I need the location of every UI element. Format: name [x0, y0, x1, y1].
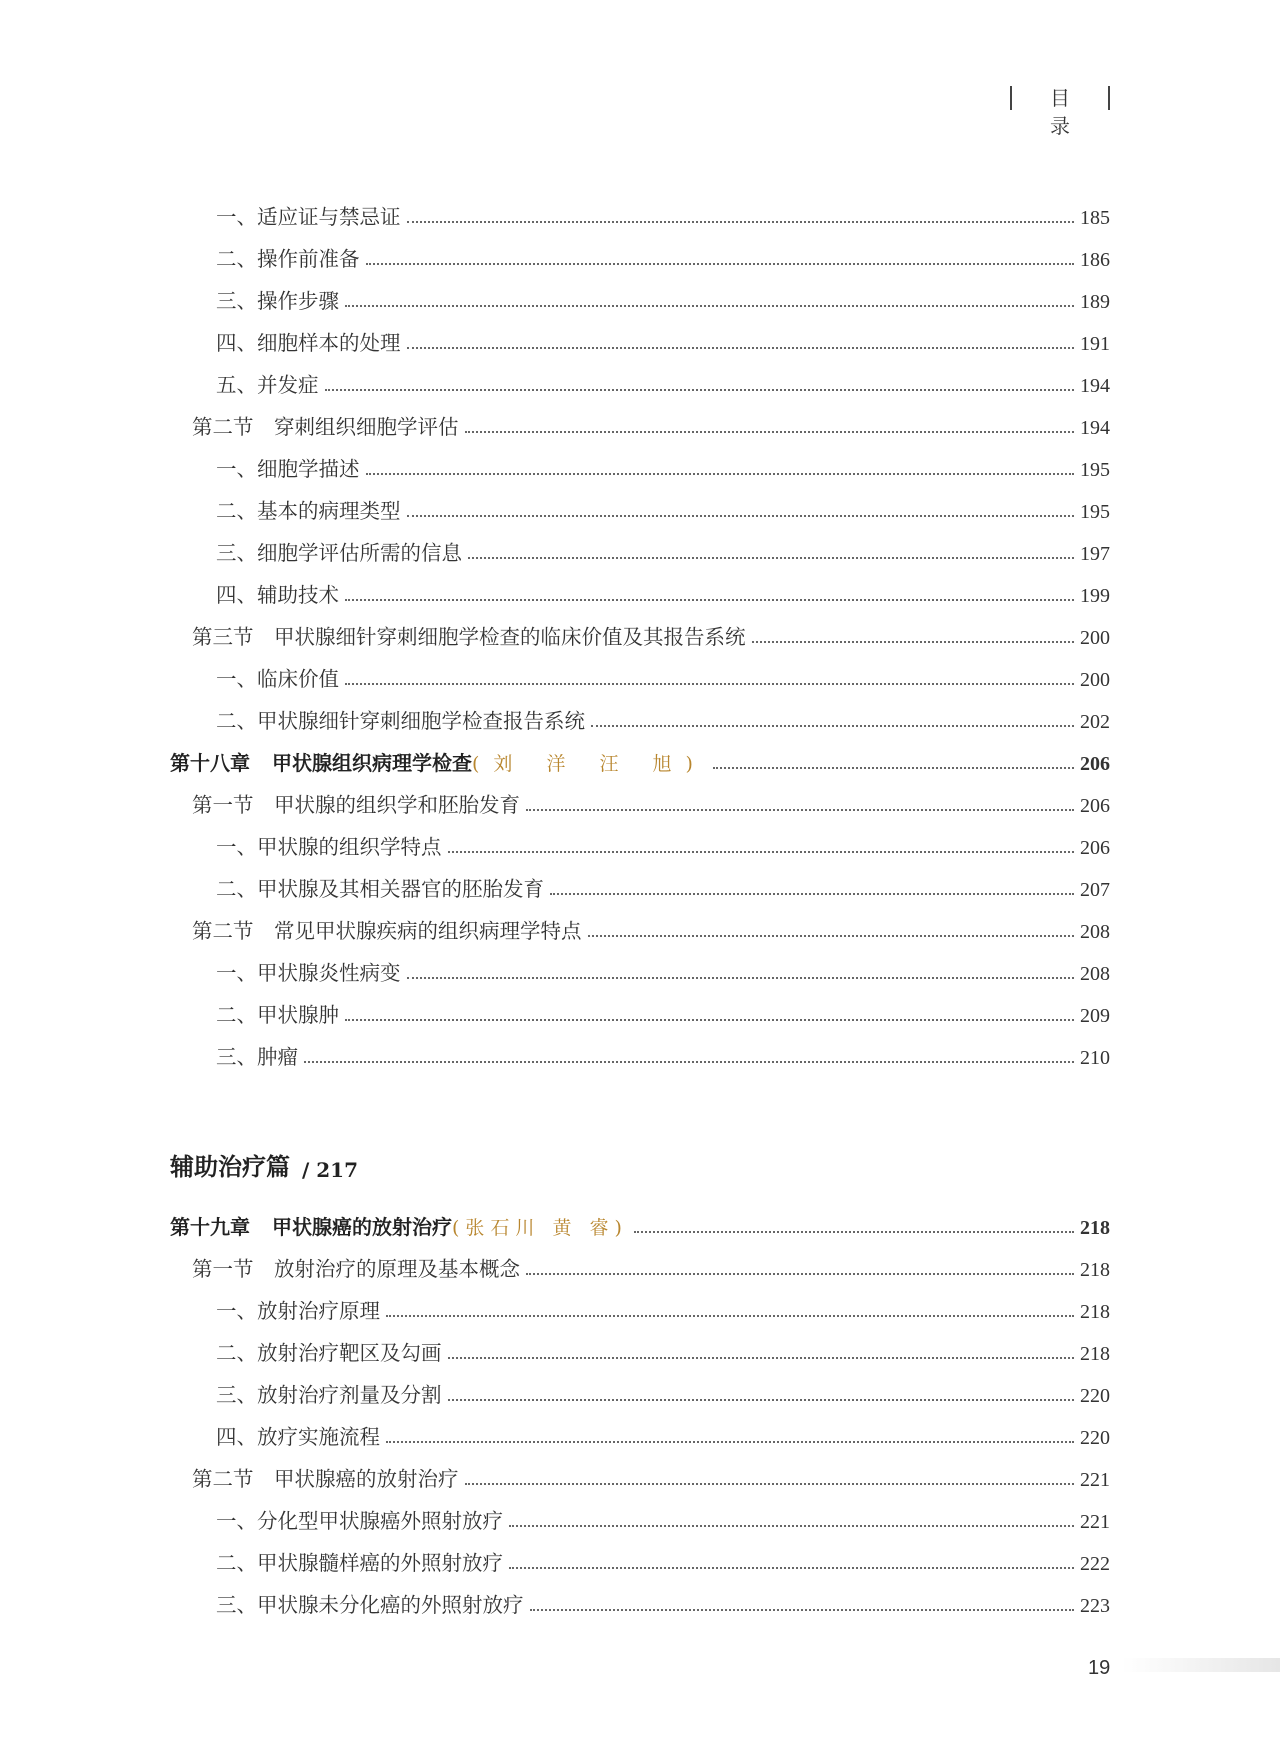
- toc-leader-dots: [465, 430, 1075, 433]
- table-of-contents: [170, 188, 1110, 1618]
- toc-entry-title: 二、基本的病理类型: [216, 499, 401, 523]
- toc-entry-title: 第一节 甲状腺的组织学和胚胎发育: [192, 793, 520, 817]
- toc-section-entry[interactable]: [170, 776, 1110, 818]
- toc-entry-authors: (刘 洋 汪 旭): [472, 753, 707, 775]
- page-number: 19: [1088, 1657, 1111, 1679]
- toc-subsection-entry[interactable]: [170, 1534, 1110, 1576]
- toc-leader-dots: [407, 346, 1075, 349]
- toc-leader-dots: [465, 1482, 1075, 1485]
- toc-entry-page: 186: [1080, 249, 1110, 271]
- toc-entry-title: 一、甲状腺炎性病变: [216, 961, 401, 985]
- toc-section-entry[interactable]: [170, 1240, 1110, 1282]
- toc-subsection-entry[interactable]: [170, 566, 1110, 608]
- toc-leader-dots: [468, 556, 1074, 559]
- toc-entry-title: 第二节 甲状腺癌的放射治疗: [192, 1467, 459, 1491]
- toc-entry-page: 210: [1080, 1047, 1110, 1069]
- toc-subsection-entry[interactable]: [170, 314, 1110, 356]
- toc-section-entry[interactable]: [170, 608, 1110, 650]
- toc-leader-dots: [345, 598, 1074, 601]
- toc-entry-title: 二、操作前准备: [216, 247, 360, 271]
- toc-entry-title: 三、操作步骤: [216, 289, 339, 313]
- toc-subsection-entry[interactable]: [170, 440, 1110, 482]
- toc-entry-title: 一、分化型甲状腺癌外照射放疗: [216, 1509, 503, 1533]
- toc-entry-title: 三、肿瘤: [216, 1045, 298, 1069]
- toc-entry-page: 195: [1080, 501, 1110, 523]
- toc-entry-page: 200: [1080, 669, 1110, 691]
- toc-subsection-entry[interactable]: [170, 1576, 1110, 1618]
- toc-leader-dots: [591, 724, 1074, 727]
- toc-entry-page: 207: [1080, 879, 1110, 901]
- toc-entry-title: 第十八章: [170, 751, 250, 775]
- toc-entry-title: 三、甲状腺未分化癌的外照射放疗: [216, 1593, 524, 1617]
- toc-leader-dots: [550, 892, 1074, 895]
- toc-leader-dots: [345, 1018, 1074, 1021]
- toc-entry-title: 二、甲状腺及其相关器官的胚胎发育: [216, 877, 544, 901]
- toc-entry-page: 202: [1080, 711, 1110, 733]
- toc-leader-dots: [366, 262, 1075, 265]
- footer-decoration: [1122, 1658, 1280, 1672]
- toc-entry-title: 三、放射治疗剂量及分割: [216, 1383, 442, 1407]
- toc-leader-dots: [509, 1566, 1074, 1569]
- part-page: / 217: [302, 1158, 359, 1182]
- toc-leader-dots: [345, 304, 1074, 307]
- toc-section-a: [170, 188, 1110, 1070]
- toc-entry-page: 195: [1080, 459, 1110, 481]
- part-title: 辅助治疗篇: [170, 1152, 290, 1181]
- toc-entry-page: 194: [1080, 375, 1110, 397]
- toc-entry-page: 209: [1080, 1005, 1110, 1027]
- toc-subsection-entry[interactable]: [170, 272, 1110, 314]
- toc-entry-title: 第二节 穿刺组织细胞学评估: [192, 415, 459, 439]
- toc-entry-title: 二、放射治疗靶区及勾画: [216, 1341, 442, 1365]
- toc-subsection-entry[interactable]: [170, 482, 1110, 524]
- toc-subsection-entry[interactable]: [170, 1366, 1110, 1408]
- toc-subsection-entry[interactable]: [170, 1324, 1110, 1366]
- toc-entry-title: 第三节 甲状腺细针穿刺细胞学检查的临床价值及其报告系统: [192, 625, 746, 649]
- toc-leader-dots: [345, 682, 1074, 685]
- toc-entry-page: 223: [1080, 1595, 1110, 1617]
- toc-entry-title: 一、放射治疗原理: [216, 1299, 380, 1323]
- toc-chapter-entry[interactable]: [170, 1198, 1110, 1240]
- toc-entry-title: 一、甲状腺的组织学特点: [216, 835, 442, 859]
- part-spacer: [170, 1190, 1110, 1198]
- toc-subsection-entry[interactable]: [170, 524, 1110, 566]
- toc-entry-page: 218: [1080, 1259, 1110, 1281]
- running-header: [1010, 84, 1110, 138]
- toc-entry-authors: (张石川 黄 睿): [452, 1217, 628, 1239]
- toc-chapter-entry[interactable]: [170, 734, 1110, 776]
- toc-entry-title: 二、甲状腺髓样癌的外照射放疗: [216, 1551, 503, 1575]
- toc-leader-dots: [304, 1060, 1074, 1063]
- toc-entry-subtitle: 甲状腺组织病理学检查: [272, 751, 472, 775]
- toc-section-b: [170, 1198, 1110, 1618]
- toc-entry-page: 191: [1080, 333, 1110, 355]
- toc-subsection-entry[interactable]: [170, 1492, 1110, 1534]
- toc-entry-page: 206: [1080, 795, 1110, 817]
- toc-entry-title: 一、细胞学描述: [216, 457, 360, 481]
- toc-leader-dots: [386, 1314, 1074, 1317]
- toc-entry-page: 208: [1080, 963, 1110, 985]
- part-heading: [170, 1106, 1110, 1190]
- toc-leader-dots: [530, 1608, 1075, 1611]
- toc-entry-page: 221: [1080, 1469, 1110, 1491]
- toc-entry-title: 四、放疗实施流程: [216, 1425, 380, 1449]
- toc-entry-page: 221: [1080, 1511, 1110, 1533]
- toc-subsection-entry[interactable]: [170, 692, 1110, 734]
- toc-entry-title: 第一节 放射治疗的原理及基本概念: [192, 1257, 520, 1281]
- toc-entry-page: 200: [1080, 627, 1110, 649]
- toc-leader-dots: [386, 1440, 1074, 1443]
- toc-entry-page: 220: [1080, 1385, 1110, 1407]
- header-rule-right: [1108, 86, 1110, 110]
- toc-entry-page: 222: [1080, 1553, 1110, 1575]
- toc-leader-dots: [634, 1230, 1074, 1233]
- toc-entry-title: 一、适应证与禁忌证: [216, 205, 401, 229]
- toc-subsection-entry[interactable]: [170, 1028, 1110, 1070]
- toc-entry-page: 218: [1080, 1343, 1110, 1365]
- toc-leader-dots: [366, 472, 1075, 475]
- toc-leader-dots: [448, 1398, 1075, 1401]
- toc-subsection-entry[interactable]: [170, 860, 1110, 902]
- header-title: 目 录: [1050, 86, 1084, 138]
- toc-entry-page: 189: [1080, 291, 1110, 313]
- toc-entry-page: 206: [1080, 837, 1110, 859]
- toc-entry-page: 220: [1080, 1427, 1110, 1449]
- toc-subsection-entry[interactable]: [170, 188, 1110, 230]
- toc-section-entry[interactable]: [170, 902, 1110, 944]
- toc-entry-title: 四、细胞样本的处理: [216, 331, 401, 355]
- toc-leader-dots: [526, 808, 1074, 811]
- toc-section-entry[interactable]: [170, 1450, 1110, 1492]
- toc-subsection-entry[interactable]: [170, 986, 1110, 1028]
- toc-leader-dots: [588, 934, 1075, 937]
- toc-entry-page: 208: [1080, 921, 1110, 943]
- toc-leader-dots: [509, 1524, 1074, 1527]
- toc-subsection-entry[interactable]: [170, 650, 1110, 692]
- toc-entry-title: 二、甲状腺细针穿刺细胞学检查报告系统: [216, 709, 585, 733]
- toc-leader-dots: [752, 640, 1075, 643]
- toc-entry-subtitle: 甲状腺癌的放射治疗: [272, 1215, 452, 1239]
- section-spacer: [170, 1070, 1110, 1106]
- toc-section-entry[interactable]: [170, 398, 1110, 440]
- toc-leader-dots: [713, 766, 1074, 769]
- toc-entry-page: 218: [1080, 1217, 1110, 1239]
- toc-subsection-entry[interactable]: [170, 944, 1110, 986]
- toc-entry-page: 197: [1080, 543, 1110, 565]
- toc-entry-title: 一、临床价值: [216, 667, 339, 691]
- toc-leader-dots: [448, 1356, 1075, 1359]
- toc-entry-page: 206: [1080, 753, 1110, 775]
- toc-entry-title: 四、辅助技术: [216, 583, 339, 607]
- toc-leader-dots: [448, 850, 1075, 853]
- toc-subsection-entry[interactable]: [170, 818, 1110, 860]
- toc-entry-page: 185: [1080, 207, 1110, 229]
- toc-leader-dots: [407, 514, 1075, 517]
- toc-entry-title: 第二节 常见甲状腺疾病的组织病理学特点: [192, 919, 582, 943]
- toc-leader-dots: [325, 388, 1075, 391]
- toc-entry-title: 二、甲状腺肿: [216, 1003, 339, 1027]
- toc-leader-dots: [407, 976, 1075, 979]
- toc-subsection-entry[interactable]: [170, 230, 1110, 272]
- toc-leader-dots: [526, 1272, 1074, 1275]
- toc-leader-dots: [407, 220, 1075, 223]
- toc-subsection-entry[interactable]: [170, 356, 1110, 398]
- toc-entry-title: 三、细胞学评估所需的信息: [216, 541, 462, 565]
- toc-entry-page: 199: [1080, 585, 1110, 607]
- toc-entry-title: 第十九章: [170, 1215, 250, 1239]
- toc-subsection-entry[interactable]: [170, 1282, 1110, 1324]
- toc-entry-title: 五、并发症: [216, 373, 319, 397]
- toc-entry-page: 194: [1080, 417, 1110, 439]
- toc-subsection-entry[interactable]: [170, 1408, 1110, 1450]
- toc-entry-page: 218: [1080, 1301, 1110, 1323]
